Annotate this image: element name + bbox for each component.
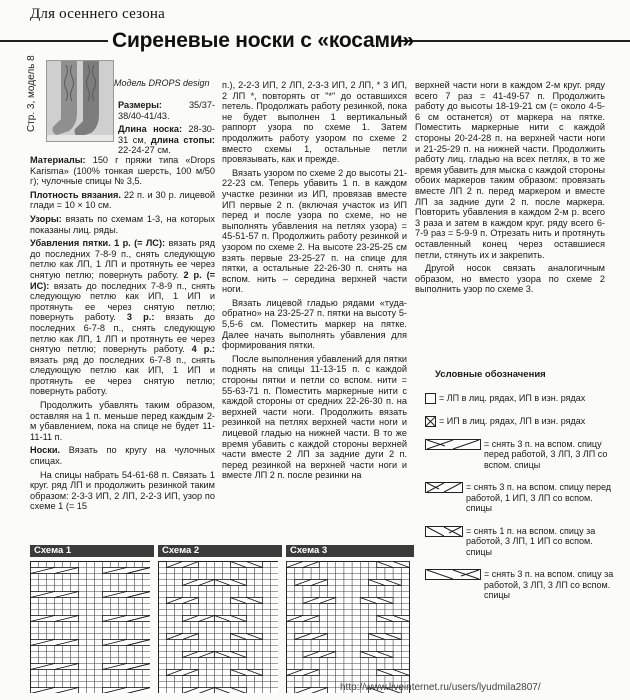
legend-item-cable-4-back: = снять 1 п. на вспом. спицу за работой, 3 ЛП, 1 ИП со вспом. спицы [425, 526, 615, 558]
foot-label: длина стопы: [150, 134, 215, 145]
col-b-p3: Вязать лицевой гладью рядами «туда-обратно» на 23-25-27 п. пятки на высоту 5-5,5-6 см. Поместить маркер на пятке. Далее начать выполнять убавления для формирования пятки. [222, 297, 407, 351]
section-title: Для осеннего сезона [30, 6, 165, 22]
heel-row2-label: 2 р. (= ИС): [30, 269, 215, 291]
heel-row2-value: вязать до последних 7-8-9 п., снять следующую петлю как ИП, 1 ИП и протянуть ее через снятую петлю; повернуть работу. [30, 280, 216, 323]
sizes-label: Размеры: [118, 100, 162, 110]
density-value: 22 п. и 30 р. лицевой глади = 10 × 10 см. [30, 189, 215, 211]
schemes [30, 545, 410, 695]
col-b-p4: После выполнения убавлений для пятки поднять на спицы 11-13-15 п. с каждой стороны пятки и петли со вспом. нити = 55-63-71 п. Поместить маркерные нити с каждой стороны от средних 22-26-30 п. на верхней части ноги. Продолжить вязать резинкой на петлях верхней части ноги и лицевой гладью на нижней части. В то же время убавить с каждой стороны верхней части вместе 2 ЛП за задние дуги 2 п. перед резинкой на верхней части ноги и вместе ЛП 2 п. после резинки на [222, 353, 407, 481]
cable-4-front-icon [425, 482, 463, 493]
foot-value: 22-24-27 см. [118, 145, 171, 156]
watermark: http://www.liveinternet.ru/users/lyudmila2807/ [340, 682, 541, 693]
legend-item-cable-4-front: = снять 3 п. на вспом. спицу перед работой, 1 ИП, 3 ЛП со вспом. спицы [425, 482, 615, 514]
length-label: Длина носка: [118, 124, 183, 135]
length-value: 28-30-31 см, [118, 124, 215, 145]
cable-4-back-icon [425, 526, 463, 537]
scheme-3-label: Схема 3 [286, 545, 414, 557]
scheme-3-chart [286, 561, 410, 693]
page-title: Сиреневые носки с «косами» [112, 29, 414, 52]
heel-row3-value: вязать до последних 6-7-8 п., снять следующую петлю как ЛП, 1 ЛП и протянуть ее через снятую петлю; повернуть работу. [30, 312, 215, 355]
heel-continue: Продолжить убавлять таким образом, оставляя на 1 п. меньше перед каждым 2-м убавлением, пока на спице не будет 11-11-11 п. [30, 400, 215, 442]
materials-label: Материалы: [30, 155, 86, 165]
legend [425, 370, 615, 613]
heel-row4-value: вязать ряд до последних 6-7-8 п., снять следующую петлю как ИП, 1 ИП и протянуть ее через снятую петлю; повернуть работу. [30, 354, 215, 397]
heel-row4-label: 4 р.: [191, 344, 215, 355]
title-rule-left [0, 40, 108, 42]
heel-label: Убавления пятки. [30, 238, 111, 249]
materials-value: 150 г пряжи типа «Drops Karisma» (100% тонкая шерсть, 100 м/50 г); чулочные спицы № 3,5. [30, 155, 215, 187]
legend-item-knit: = ЛП в лиц. рядах, ИП в изн. рядах [425, 393, 615, 404]
socks-value: Вязать по кругу на чулочных спицах. [30, 445, 215, 467]
column-middle [222, 80, 407, 484]
scheme-2-chart [158, 561, 278, 693]
column-right [415, 80, 605, 298]
title-rule-right [398, 40, 630, 42]
empty-square-icon [425, 393, 436, 404]
cable-6-back-icon [425, 569, 481, 580]
legend-item-purl: = ИП в лиц. рядах, ЛП в изн. рядах [425, 416, 615, 427]
col-b-p1: п.), 2-2-3 ИП, 2 ЛП, 2-3-3 ИП, 2 ЛП, * 3 ИП, 2 ЛП *, повторять от "*" до оставшихся петель. Продолжать работу резинкой, пока не будет выполнен 1 вертикальный раппорт узора по схеме 1. Затем продолжить работу узором по схеме 2 вместо схемы 1, остальные петли провязывать, как и прежде. [222, 80, 407, 165]
product-photo [46, 60, 114, 142]
cast-on: На спицы набрать 54-61-68 п. Связать 1 круг. ряд ЛП и продолжить резинкой таким образом: 2-3-3 ИП, 2 ЛП, 2-2-3 ИП, узор по схеме 1 (= 15 [30, 469, 215, 512]
crossed-square-icon [425, 416, 436, 427]
model-designer: Модель DROPS design [114, 78, 210, 88]
col-b-p2: Вязать узором по схеме 2 до высоты 21-22-23 см. Теперь убавить 1 п. в каждом участке резинки из ИП, провязав вместе ИП первые 2 п. (включая участок из ИП перед и после узора по схеме, но не выполнять убавления на петлях узора) = 45-51-57 п. Продолжить работу резинкой и узором по схеме 2. На высоте 23-25-25 см взять первые 23-25-27 п. на спице для пятки, а остальные 22-26-30 п. снять на вспом. нить – середина верхней части ноги. [222, 167, 407, 295]
sizes-value: 35/37-38/40-41/43. [118, 100, 215, 121]
col-c-p1: верхней части ноги в каждом 2-м круг. ряду всего 7 раз = 41-49-57 п. Продолжить работу до высоты 18-19-21 см (= около 4-5-6 см останется) от маркера на пятке. Поместить маркерные нити с каждой стороны 20-24-28 п. на верхней части ноги и 21-25-29 п. на нижней части. Продолжить работу лиц. гладью на всех петлях, в то же время убавить для мыска с каждой стороны обоих маркеров таким образом: провязать вместе ЛП 2 п. перед маркером и вместе ЛП за задние дуги 2 п. после маркера. Повторить убавления в каждом 2-м р. всего 3 раза и затем в каждом круг. ряду всего 6-7-9 раз = 5-9-9 п. Отрезать нить и протянуть оставленный конец через оставшиеся петли, стянуть их и закрепить. [415, 80, 605, 260]
legend-item-cable-6-front: = снять 3 п. на вспом. спицу перед работой, 3 ЛП, 3 ЛП со вспом. спицы [425, 439, 615, 471]
heel-row1-label: 1 р. (= ЛС): [114, 238, 166, 249]
scheme-1-label: Схема 1 [30, 545, 154, 557]
legend-item-cable-6-back: = снять 3 п. на вспом. спицу за работой, 3 ЛП, 3 ЛП со вспом. спицы [425, 569, 615, 601]
col-c-p2: Другой носок связать аналогичным образом, но вместо узора по схеме 2 выполнить узор по схеме 3. [415, 263, 605, 295]
legend-title: Условные обозначения [435, 369, 546, 380]
density-label: Плотность вязания. [30, 189, 121, 200]
heel-row1-value: вязать ряд до последних 7-8-9 п., снять следующую петлю как ЛП, 1 ЛП и протянуть ее через снятую петлю; повернуть работу. [30, 238, 215, 280]
socks-label: Носки. [30, 445, 61, 456]
patterns-label: Узоры: [30, 213, 62, 224]
scheme-1-chart [30, 561, 150, 693]
model-reference-label: Стр. 3, модель 8 [26, 55, 37, 132]
patterns-value: вязать по схемам 1-3, на которых показаны лиц. ряды. [30, 213, 216, 235]
column-left [30, 155, 215, 515]
heel-row3-label: 3 р.: [126, 312, 155, 323]
cable-6-front-icon [425, 439, 481, 450]
specs-block [118, 100, 215, 159]
scheme-2-label: Схема 2 [158, 545, 282, 557]
